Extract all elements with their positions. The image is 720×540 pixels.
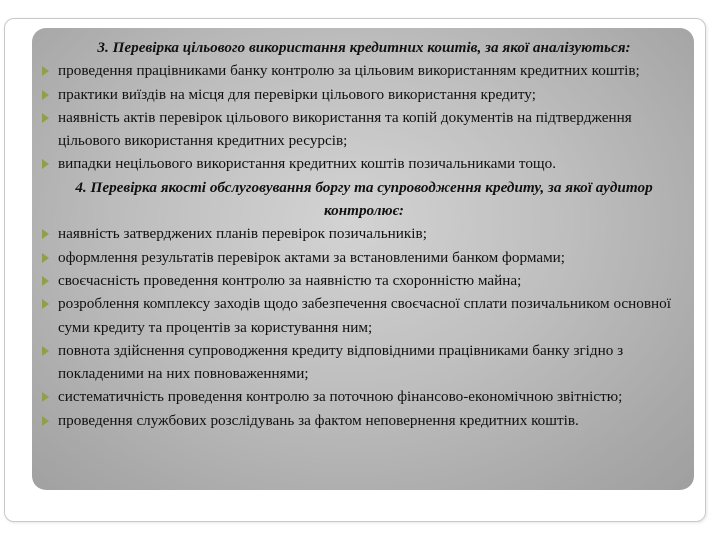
list-item <box>40 246 688 269</box>
slide-content <box>40 36 688 432</box>
list-item <box>40 83 688 106</box>
section-4-list <box>40 222 688 432</box>
bullet-icon <box>42 392 49 402</box>
bullet-icon <box>42 346 49 356</box>
bullet-icon <box>42 66 49 76</box>
list-item-text: наявність затверджених планів перевірок позичальників; <box>58 225 427 243</box>
section-3-list <box>40 59 688 175</box>
list-item-text: розроблення комплексу заходів щодо забезпечення своєчасної сплати позичальником основної суми кредиту та процентів за користування ним; <box>58 295 671 336</box>
section-4-heading: 4. Перевірка якості обслуговування боргу та супроводження кредиту, за якої аудитор контролює: <box>75 178 653 220</box>
bullet-icon <box>42 276 49 286</box>
list-item <box>40 292 688 339</box>
list-item-text: оформлення результатів перевірок актами за встановленими банком формами; <box>58 248 566 266</box>
bullet-icon <box>42 416 49 426</box>
list-item-text: проведення працівниками банку контролю за цільовим використанням кредитних коштів; <box>58 62 640 80</box>
list-item <box>40 152 688 175</box>
list-item <box>40 385 688 408</box>
bullet-icon <box>42 113 49 123</box>
list-item <box>40 106 688 153</box>
list-item-text: випадки нецільового використання кредитних коштів позичальниками тощо. <box>58 155 557 173</box>
bullet-icon <box>42 159 49 169</box>
list-item-text: наявність актів перевірок цільового використання та копій документів на підтвердження цільового використання кредитних ресурсів; <box>58 108 632 150</box>
list-item <box>40 339 688 386</box>
bullet-icon <box>42 229 49 239</box>
list-item <box>40 222 688 245</box>
section-3-heading: 3. Перевірка цільового використання кредитних коштів, за якої аналізуються: <box>97 39 631 56</box>
list-item <box>40 59 688 82</box>
bullet-icon <box>42 299 49 309</box>
list-item-text: своєчасність проведення контролю за наявністю та схоронністю майна; <box>58 271 522 289</box>
list-item-text: практики виїздів на місця для перевірки цільового використання кредиту; <box>58 85 536 103</box>
list-item-text: повнота здійснення супроводження кредиту відповідними працівниками банку згідно з покладеними на них повноваженнями; <box>58 341 624 383</box>
list-item <box>40 269 688 292</box>
bullet-icon <box>42 90 49 100</box>
bullet-icon <box>42 253 49 263</box>
list-item <box>40 409 688 432</box>
list-item-text: проведення службових розслідувань за фактом неповернення кредитних коштів. <box>58 411 579 429</box>
list-item-text: систематичність проведення контролю за поточною фінансово-економічною звітністю; <box>58 388 623 406</box>
